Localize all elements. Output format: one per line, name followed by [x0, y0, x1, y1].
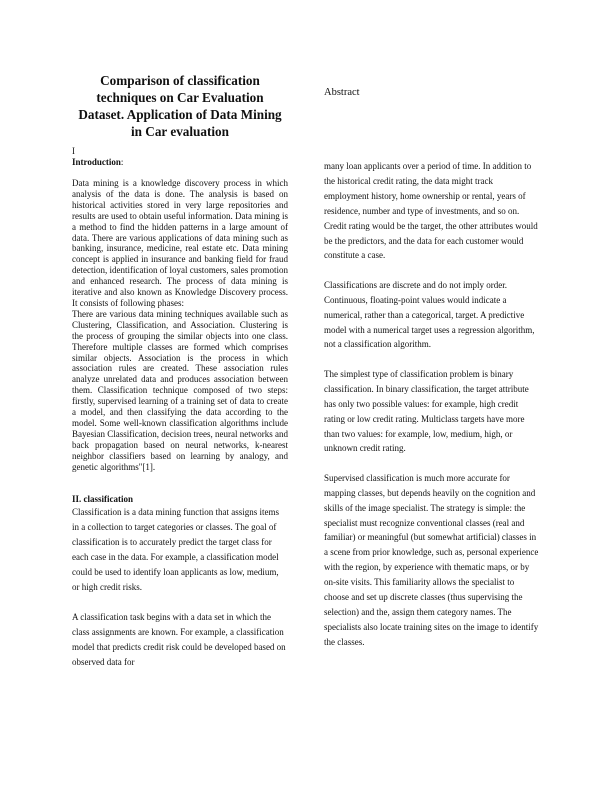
right-paragraph-3: The simplest type of classification problem is binary classification. In binary classification, the target attribute has only two possible values: for example, high credit rating or low credit rating. Multiclass targets have more than two values: for example, low, medium, high, or unknown credit rating.	[324, 368, 529, 454]
abstract-header-area	[324, 86, 540, 100]
introduction-heading-text: Introduction	[72, 157, 121, 167]
right-paragraph-4: Supervised classification is much more accurate for mapping classes, but depends heavily on the cognition and skills of the image specialist. The strategy is simple: the specialist must recognize conventional classes (real and familiar) or meaningful (but somewhat artificial) classes in a scene from prior knowledge, such as, personal experience with the region, by experience with thematic maps, or by on-site visits. This familiarity allows the specialist to choose and set up discrete classes (thus supervising the selection) and the, assign them category names. The specialists also locate training sites on the image to identify the classes.	[324, 472, 539, 647]
paper-title: Comparison of classification techniques on Car Evaluation Dataset. Application of Data Mining in Car evaluation	[78, 73, 282, 139]
classification-paragraph-2: A classification task begins with a data set in which the class assignments are known. For example, a classification model that predicts credit risk could be developed based on observed data for	[72, 612, 286, 668]
right-paragraph-2: Classifications are discrete and do not imply order. Continuous, floating-point values would indicate a numerical, rather than a categorical, target. A predictive model with a numerical target uses a regression algorithm, not a classification algorithm.	[324, 279, 535, 350]
introduction-heading-colon: :	[120, 157, 124, 167]
left-column	[72, 72, 288, 670]
introduction-heading	[72, 157, 288, 168]
abstract-heading: Abstract	[324, 87, 360, 98]
right-column	[324, 159, 540, 664]
classification-heading: II. classification	[72, 494, 134, 505]
introduction-paragraph-1: Data mining is a knowledge discovery process in which analysis of the data is done. The analysis is based on historical activities stored in very large repositories and results are used to obtain useful information. Data mining is a method to find the hidden patterns in a large amount of data. There are various applications of data mining such as banking, insurance, medicine, real estate etc. Data mining concept is applied in insurance and banking field for fraud detection, identification of loyal customers, sales promotion and enhanced research. The process of data mining is iterative and also known as Knowledge Discovery process. It consists of following phases:	[72, 178, 288, 308]
section-number: I	[72, 146, 75, 156]
right-paragraph-1: many loan applicants over a period of time. In addition to the historical credit rating, the data might track employment history, home ownership or rental, years of residence, number and type of investments, and so on. Credit rating would be the target, the other attributes would be the predictors, and the data for each customer would constitute a case.	[324, 161, 538, 261]
introduction-paragraph-2: There are various data mining techniques available such as Clustering, Classification, and Association. Clustering is the process of grouping the similar objects into one class. Therefore multiple classes are formed which comprises similar objects. Association is the process in which association rules are created. These association rules analyze unrelated data and produces association between them. Classification technique composed of two steps: firstly, supervised learning of a training set of data to create a model, and then classifying the data according to the model. Some well-known classification algorithms include Bayesian Classification, decision trees, neural networks and back propagation based on neural networks, k-nearest neighbor classifiers based on learning by analogy, and genetic algorithms"[1].	[72, 308, 288, 472]
classification-paragraph-1: Classification is a data mining function that assigns items in a collection to target categories or classes. The goal of classification is to accurately predict the target class for each case in the data. For example, a classification model could be used to identify loan applicants as low, medium, or high credit risks.	[72, 507, 279, 593]
